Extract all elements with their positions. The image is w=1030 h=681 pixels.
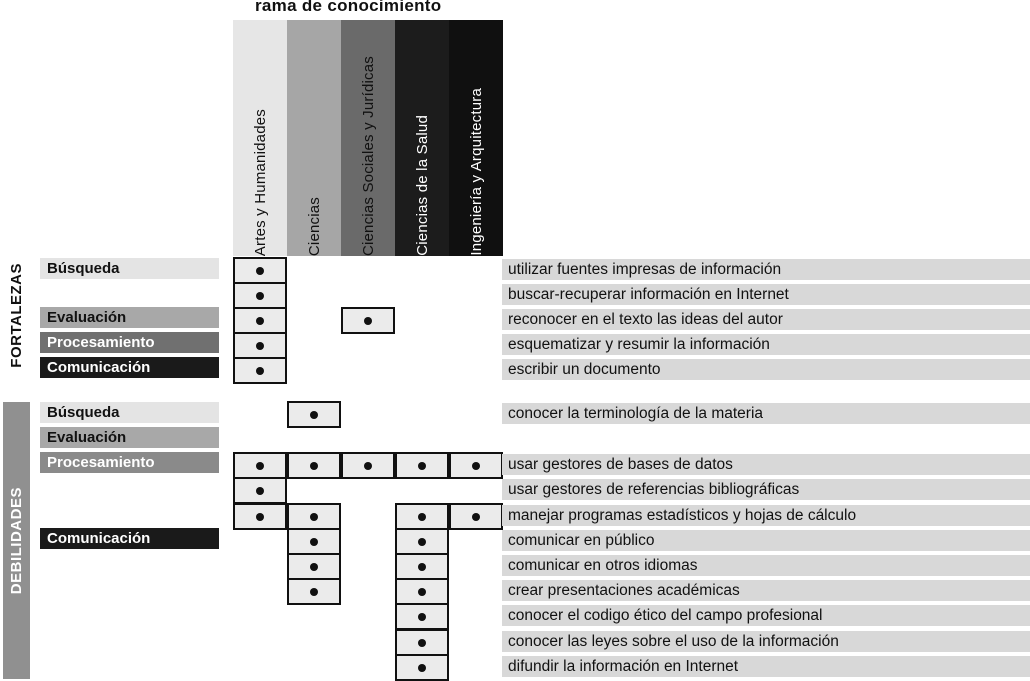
matrix-cell-marked	[341, 452, 395, 479]
matrix-cell-marked	[395, 603, 449, 630]
matrix-cell-marked	[287, 528, 341, 555]
mark-dot-icon	[418, 639, 426, 647]
column-header	[341, 20, 395, 256]
matrix-cell-marked	[287, 578, 341, 605]
matrix-cell-marked	[287, 452, 341, 479]
matrix-cell-marked	[287, 503, 341, 530]
mark-dot-icon	[418, 538, 426, 546]
competence-label: buscar-recuperar información en Internet	[502, 284, 1030, 305]
mark-dot-icon	[256, 292, 264, 300]
mark-dot-icon	[310, 563, 318, 571]
mark-dot-icon	[256, 487, 264, 495]
mark-dot-icon	[418, 588, 426, 596]
category-label: Búsqueda	[40, 402, 219, 423]
competence-label: utilizar fuentes impresas de información	[502, 259, 1030, 280]
competence-label: manejar programas estadísticos y hojas de cálculo	[502, 505, 1030, 526]
matrix-cell-marked	[233, 282, 287, 309]
matrix-cell-marked	[395, 629, 449, 656]
category-label: Evaluación	[40, 427, 219, 448]
column-header	[449, 20, 503, 256]
matrix-cell-marked	[395, 503, 449, 530]
competence-label: comunicar en público	[502, 530, 1030, 551]
column-header-label: Ciencias Sociales y Jurídicas	[359, 55, 377, 256]
matrix-cell-marked	[395, 528, 449, 555]
matrix-cell-marked	[395, 654, 449, 681]
competence-label: conocer la terminología de la materia	[502, 403, 1030, 424]
matrix-cell-marked	[287, 401, 341, 428]
category-label: Evaluación	[40, 307, 219, 328]
group-label-text: DEBILIDADES	[8, 486, 25, 595]
mark-dot-icon	[472, 462, 480, 470]
category-label: Comunicación	[40, 528, 219, 549]
mark-dot-icon	[256, 462, 264, 470]
competence-label: usar gestores de referencias bibliográficas	[502, 479, 1030, 500]
mark-dot-icon	[364, 317, 372, 325]
group-label-fortalezas	[3, 250, 30, 381]
column-header	[395, 20, 449, 256]
column-header	[287, 20, 341, 256]
column-header-label: Ciencias de la Salud	[413, 115, 431, 256]
matrix-cell-marked	[287, 553, 341, 580]
competence-label: conocer el codigo ético del campo profesional	[502, 605, 1030, 626]
category-label: Búsqueda	[40, 258, 219, 279]
category-label: Comunicación	[40, 357, 219, 378]
matrix-title: rama de conocimiento	[255, 0, 442, 15]
mark-dot-icon	[310, 513, 318, 521]
mark-dot-icon	[256, 317, 264, 325]
matrix-cell-marked	[233, 477, 287, 504]
matrix-cell-marked	[449, 452, 503, 479]
column-header-label: Ciencias	[305, 196, 323, 256]
competence-label: comunicar en otros idiomas	[502, 555, 1030, 576]
competence-label: conocer las leyes sobre el uso de la información	[502, 631, 1030, 652]
matrix-cell-marked	[395, 553, 449, 580]
mark-dot-icon	[364, 462, 372, 470]
mark-dot-icon	[256, 513, 264, 521]
matrix-cell-marked	[233, 452, 287, 479]
mark-dot-icon	[310, 411, 318, 419]
column-header	[233, 20, 287, 256]
mark-dot-icon	[418, 513, 426, 521]
mark-dot-icon	[256, 342, 264, 350]
mark-dot-icon	[256, 267, 264, 275]
mark-dot-icon	[418, 462, 426, 470]
matrix-cell-marked	[233, 357, 287, 384]
group-label-text: FORTALEZAS	[8, 263, 25, 368]
competence-label: escribir un documento	[502, 359, 1030, 380]
matrix-cell-marked	[233, 503, 287, 530]
mark-dot-icon	[310, 538, 318, 546]
matrix-cell-marked	[341, 307, 395, 334]
matrix-cell-marked	[395, 578, 449, 605]
group-label-debilidades	[3, 402, 30, 679]
mark-dot-icon	[310, 588, 318, 596]
competence-label: reconocer en el texto las ideas del autor	[502, 309, 1030, 330]
competence-label: difundir la información en Internet	[502, 656, 1030, 677]
competence-label: usar gestores de bases de datos	[502, 454, 1030, 475]
competence-label: crear presentaciones académicas	[502, 580, 1030, 601]
matrix-cell-marked	[449, 503, 503, 530]
matrix-cell-marked	[395, 452, 449, 479]
matrix-cell-marked	[233, 332, 287, 359]
mark-dot-icon	[310, 462, 318, 470]
mark-dot-icon	[472, 513, 480, 521]
category-label: Procesamiento	[40, 332, 219, 353]
competence-label: esquematizar y resumir la información	[502, 334, 1030, 355]
matrix-cell-marked	[233, 307, 287, 334]
mark-dot-icon	[418, 613, 426, 621]
column-header-label: Artes y Humanidades	[251, 108, 269, 256]
mark-dot-icon	[256, 367, 264, 375]
mark-dot-icon	[418, 563, 426, 571]
matrix-cell-marked	[233, 257, 287, 284]
category-label: Procesamiento	[40, 452, 219, 473]
mark-dot-icon	[418, 664, 426, 672]
column-header-label: Ingeniería y Arquitectura	[467, 88, 485, 256]
